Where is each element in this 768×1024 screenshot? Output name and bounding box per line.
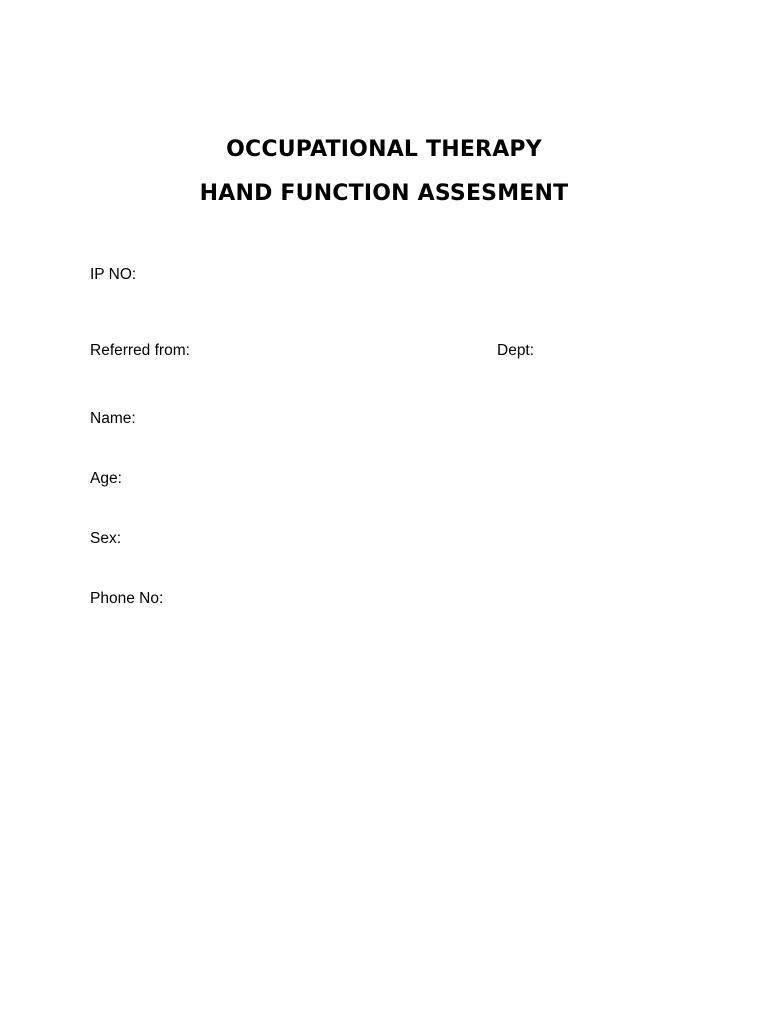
document-title: OCCUPATIONAL THERAPY — [226, 137, 542, 162]
age-label: Age: — [90, 470, 122, 487]
document-subtitle: HAND FUNCTION ASSESMENT — [199, 181, 569, 206]
dept-label: Dept: — [497, 342, 535, 359]
ip-no-label: IP NO: — [90, 266, 137, 283]
sex-label: Sex: — [90, 530, 122, 547]
name-label: Name: — [90, 410, 136, 427]
referred-from-label: Referred from: — [90, 342, 190, 359]
phone-no-label: Phone No: — [90, 590, 164, 607]
